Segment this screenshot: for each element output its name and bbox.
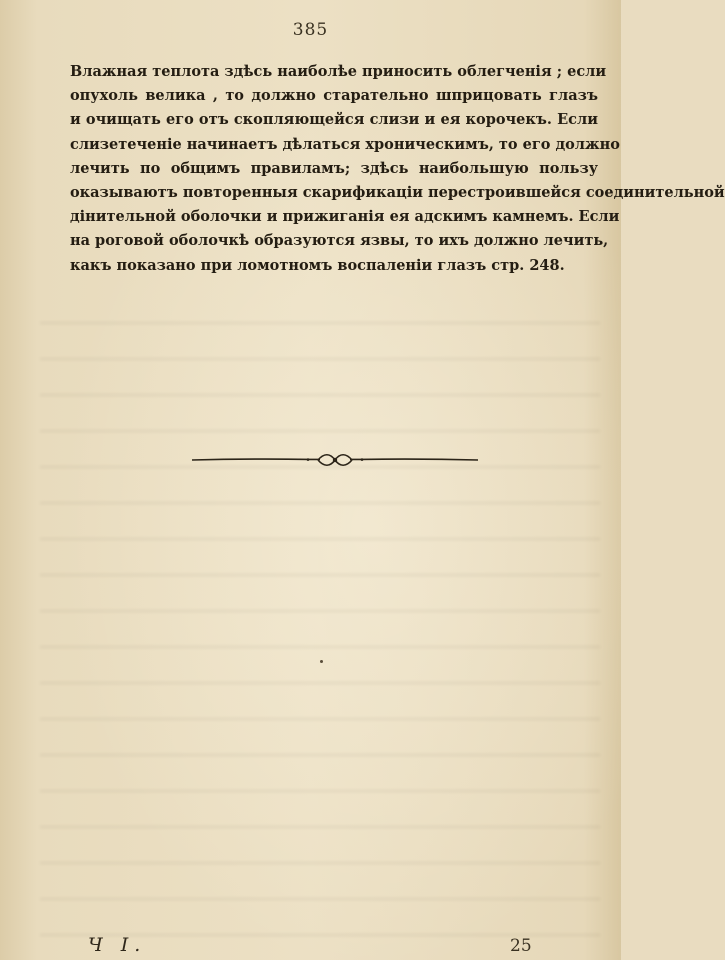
text-line: Влажная теплота здѣсь наиболѣе приносить облегченія ; если — [70, 63, 607, 80]
text-line: опухоль велика , то должно старательно шприцовать глазъ — [70, 87, 598, 105]
text-line: оказываютъ повторенныя скарификаціи перестроившейся соединительной — [70, 184, 725, 202]
decorative-rule — [190, 450, 480, 470]
text-line: какъ показано при ломотномъ воспаленіи глазъ стр. 248. — [70, 256, 565, 274]
ink-speck — [320, 660, 323, 663]
text-line: слизетеченіе начинаетъ дѣлаться хроническимъ, то его должно — [70, 135, 620, 153]
show-through-text — [40, 300, 600, 940]
text-line: и очищать его отъ скопляющейся слизи и ея корочекъ. Если — [70, 111, 598, 129]
signature-mark: Ч I. — [88, 934, 147, 956]
page-number: 385 — [292, 20, 329, 40]
text-line: на роговой оболочкѣ образуются язвы, то ихъ должно лечить, — [70, 232, 609, 250]
sheet-number: 25 — [510, 936, 532, 956]
text-line: лечить по общимъ правиламъ; здѣсь наибольшую пользу — [70, 159, 598, 177]
body-paragraph — [70, 60, 725, 278]
text-line: дінительной оболочки и прижиганія ея адскимъ камнемъ. Если — [70, 208, 620, 226]
